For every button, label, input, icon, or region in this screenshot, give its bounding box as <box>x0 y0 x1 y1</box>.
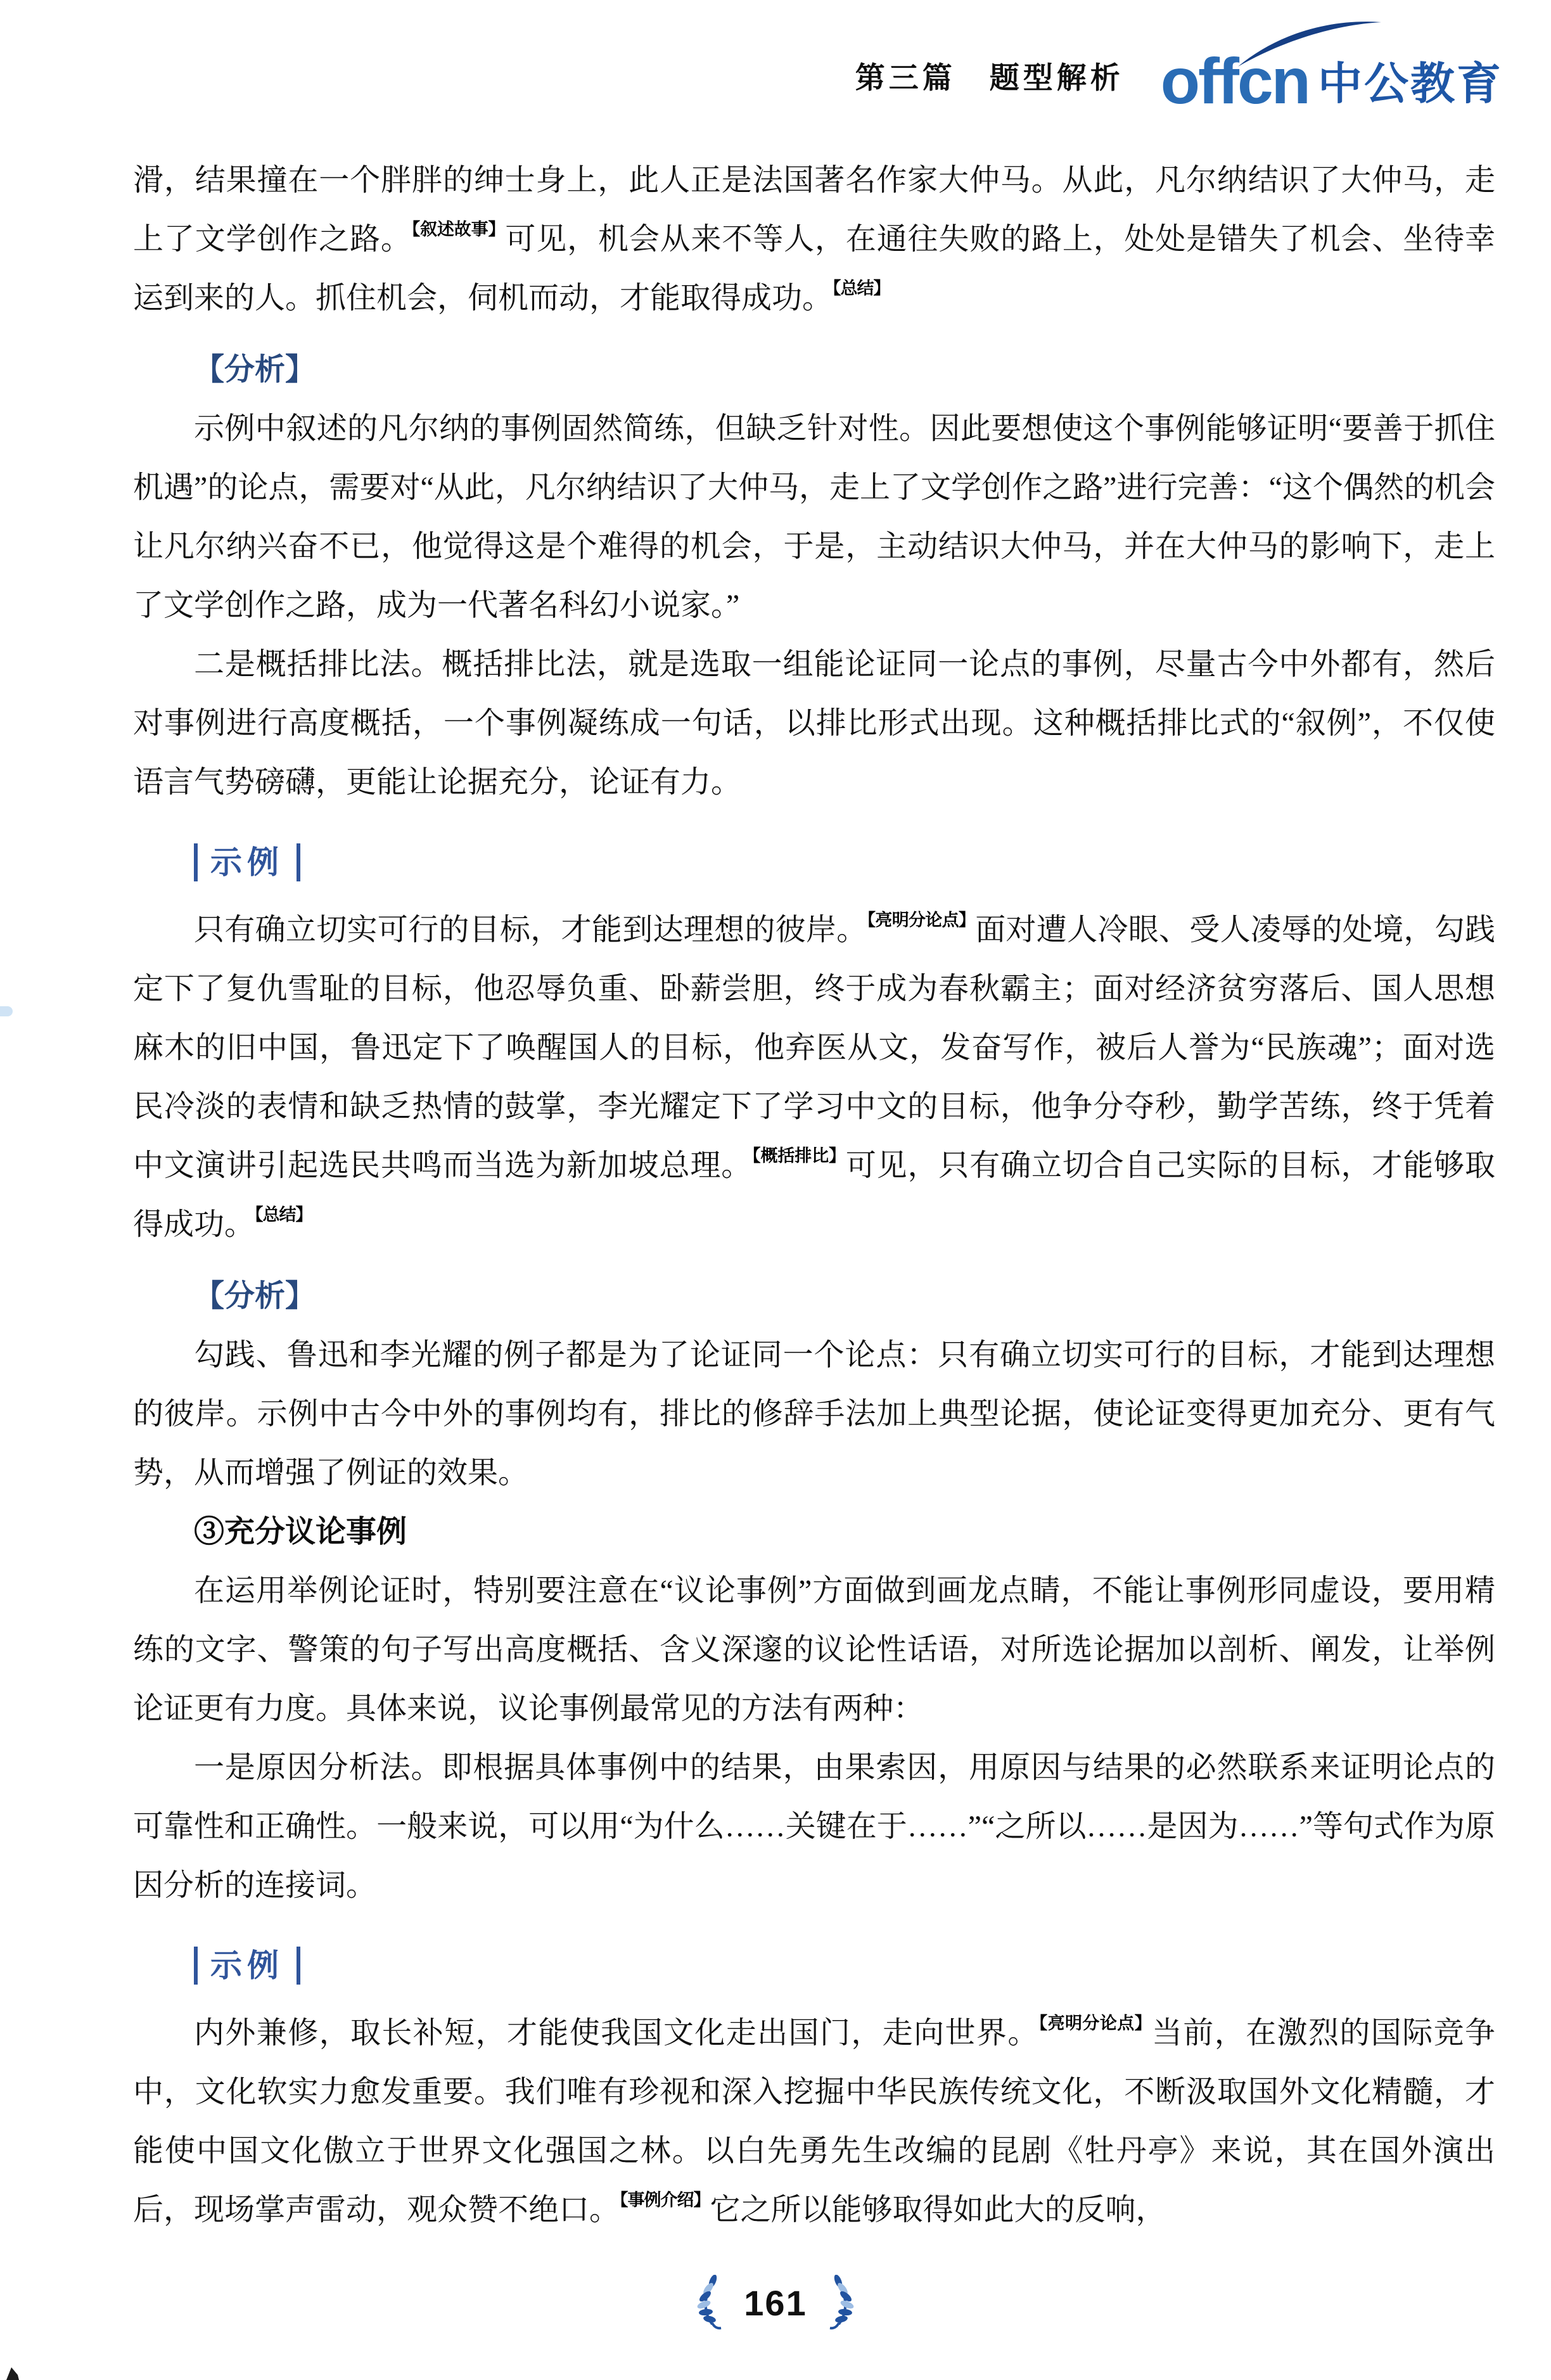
body-text: 可见，只有确立切合自己实际的目标，才能够取得成功。 <box>133 1149 1495 1241</box>
paragraph-discussion-intro: 在运用举例论证时，特别要注意在“议论事例”方面做到画龙点睛，不能让事例形同虚设，要用精练的文字、警策的句子写出高度概括、含义深邃的议论性话语，对所选论据加以剖析、阐发，让举例论证更有力度。具体来说，议论事例最常见的方法有两种： <box>133 1574 1495 1725</box>
body-text: 可见，机会从来不等人，在通往失败的路上，处处是错失了机会、坐待幸运到来的人。抓住机会，伺机而动，才能取得成功。 <box>133 222 1495 315</box>
annotation-summary: 【总结】 <box>833 279 890 298</box>
body-text: 它之所以能够取得如此大的反响， <box>710 2193 1166 2227</box>
offcn-logo-cjk: 中公教育 <box>1318 59 1503 108</box>
annotation-summary-parallel: 【概括排比】 <box>752 1146 846 1165</box>
page-body <box>133 151 1495 2239</box>
offcn-logo-latin: offcn <box>1160 45 1309 118</box>
analysis-heading-2: 【分析】 <box>194 1279 316 1313</box>
logo-swoosh-icon <box>1235 17 1384 69</box>
page-number: 161 <box>744 2282 807 2323</box>
section-title: 第三篇 题型解析 <box>855 61 1124 94</box>
annotation-case-introduction: 【事例介绍】 <box>620 2191 710 2210</box>
example-marker-label: 示例 <box>210 844 284 880</box>
paragraph-analysis-2: 勾践、鲁迅和李光耀的例子都是为了论证同一个论点：只有确立切实可行的目标，才能到达理想的彼岸。示例中古今中外的事例均有，排比的修辞手法加上典型论据，使论证变得更加充分、更有气势，从而增强了例证的效果。 <box>133 1338 1495 1490</box>
example-marker-1 <box>194 842 1495 883</box>
example-marker-2 <box>194 1945 1495 1986</box>
annotation-summary: 【总结】 <box>255 1205 312 1224</box>
scan-smudge-artifact <box>0 1006 13 1016</box>
paragraph-example-culture <box>133 2004 1495 2239</box>
example-marker-bar <box>297 1947 300 1985</box>
subheading-discuss-examples: ③充分议论事例 <box>194 1515 407 1549</box>
body-text: 当前，在激烈的国际竞争中，文化软实力愈发重要。我们唯有珍视和深入挖掘中华民族传统文化，不断汲取国外文化精髓，才能使中国文化傲立于世界文化强国之林。以白先勇先生改编的昆剧《牡丹亭》来说，其在国外演出后，现场掌声雷动，观众赞不绝口。 <box>133 2016 1495 2227</box>
offcn-logo <box>1160 45 1503 118</box>
page-footer <box>0 2275 1551 2331</box>
annotation-narrate-story: 【叙述故事】 <box>411 220 506 239</box>
paragraph-example-goals <box>133 900 1495 1254</box>
example-marker-bar <box>297 843 300 881</box>
body-text: 滑，结果撞在一个胖胖的绅士身上，此人正是法国著名作家大仲马。从此，凡尔纳结识了大仲马，走上了文学创作之路。 <box>133 163 1495 256</box>
page-header <box>0 45 1503 118</box>
example-marker-label: 示例 <box>210 1947 284 1983</box>
body-text: 面对遭人冷眼、受人凌辱的处境，勾践定下了复仇雪耻的目标，他忍辱负重、卧薪尝胆，终于成为春秋霸主；面对经济贫穷落后、国人思想麻木的旧中国，鲁迅定下了唤醒国人的目标，他弃医从文，发奋写作，被后人誉为“民族魂”；面对选民冷淡的表情和缺乏热情的鼓掌，李光耀定下了学习中文的目标，他争分夺秒，勤学苦练，终于凭着中文演讲引起选民共鸣而当选为新加坡总理。 <box>133 913 1495 1182</box>
annotation-state-subpoint: 【亮明分论点】 <box>1038 2014 1152 2033</box>
paragraph-analysis-1: 示例中叙述的凡尔纳的事例固然简练，但缺乏针对性。因此要想使这个事例能够证明“要善于抓住机遇”的论点，需要对“从此，凡尔纳结识了大仲马，走上了文学创作之路”进行完善：“这个偶然的机会让凡尔纳兴奋不已，他觉得这是个难得的机会，于是，主动结识大仲马，并在大仲马的影响下，走上了文学创作之路，成为一代著名科幻小说家。” <box>133 412 1495 622</box>
scan-corner-artifact <box>3 2365 28 2380</box>
analysis-heading-1: 【分析】 <box>194 353 316 387</box>
body-text: 只有确立切实可行的目标，才能到达理想的彼岸。 <box>194 913 867 947</box>
paragraph-verne-story <box>133 151 1495 328</box>
example-marker-bar <box>194 843 198 881</box>
paragraph-cause-analysis-method: 一是原因分析法。即根据具体事例中的结果，由果索因，用原因与结果的必然联系来证明论点的可靠性和正确性。一般来说，可以用“为什么……关键在于……”“之所以……是因为……”等句式作为原因分析的连接词。 <box>133 1751 1495 1902</box>
laurel-right-icon <box>829 2275 858 2331</box>
paragraph-method-summary-parallel: 二是概括排比法。概括排比法，就是选取一组能论证同一论点的事例，尽量古今中外都有，然后对事例进行高度概括，一个事例凝练成一句话，以排比形式出现。这种概括排比式的“叙例”，不仅使语言气势磅礴，更能让论据充分，论证有力。 <box>133 648 1495 799</box>
example-marker-bar <box>194 1947 198 1985</box>
laurel-left-icon <box>693 2275 722 2331</box>
body-text: 内外兼修，取长补短，才能使我国文化走出国门，走向世界。 <box>194 2016 1039 2050</box>
annotation-state-subpoint: 【亮明分论点】 <box>867 911 976 930</box>
